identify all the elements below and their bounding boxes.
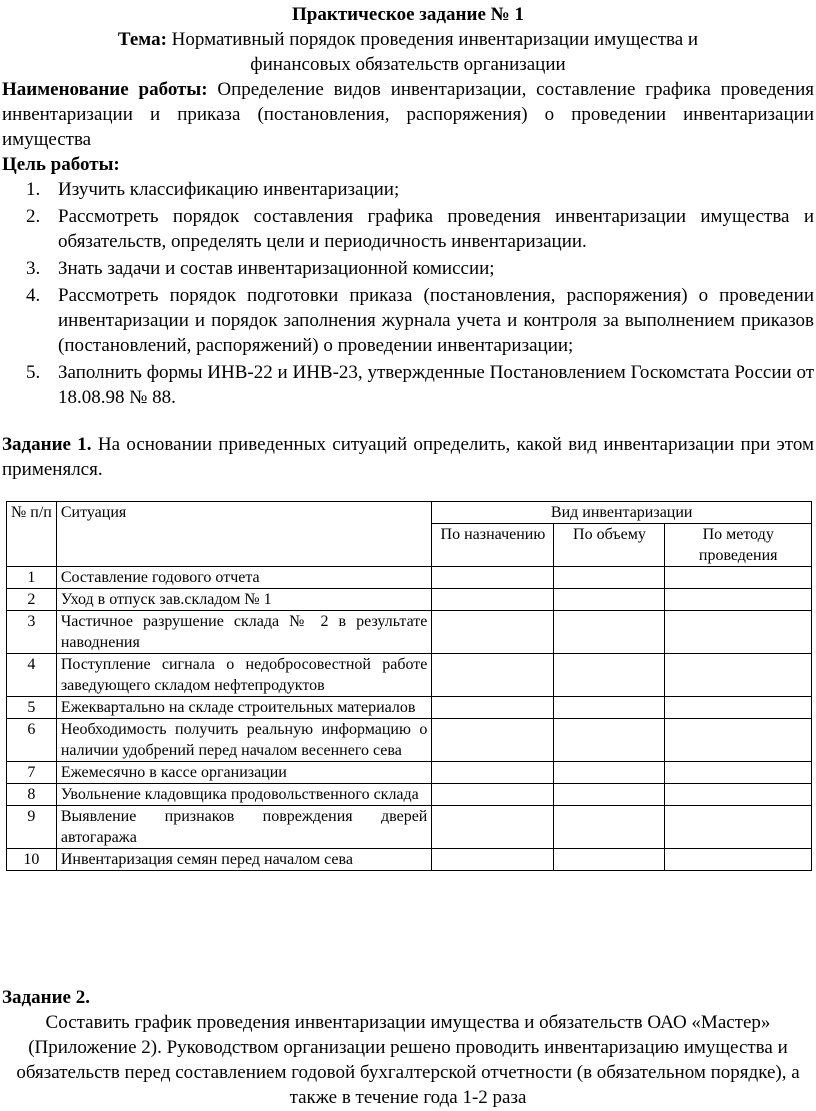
column-header-number: № п/п (7, 502, 57, 567)
cell-method[interactable] (665, 806, 812, 849)
cell-scope[interactable] (554, 589, 665, 611)
cell-method[interactable] (665, 784, 812, 806)
cell-method[interactable] (665, 589, 812, 611)
goal-item-text: Рассмотреть порядок составления графика проведения инвентаризации имущества и обязательств, определять цели и периодичность инвентаризации. (58, 206, 814, 252)
cell-scope[interactable] (554, 611, 665, 654)
goal-item-number: 1. (26, 179, 41, 200)
task-2-label: Задание 2. (2, 987, 90, 1008)
column-header-inventory-type: Вид инвентаризации (432, 502, 812, 524)
row-number: 5 (7, 697, 57, 719)
table-row (7, 589, 812, 611)
column-header-purpose: По назначению (432, 524, 554, 567)
row-situation: Составление годового отчета (56, 567, 432, 589)
table-row (7, 719, 812, 762)
cell-purpose[interactable] (432, 697, 554, 719)
row-number: 6 (7, 719, 57, 762)
cell-method[interactable] (665, 654, 812, 697)
column-header-scope: По объему (554, 524, 665, 567)
cell-purpose[interactable] (432, 654, 554, 697)
row-situation: Инвентаризация семян перед началом сева (56, 849, 432, 871)
cell-method[interactable] (665, 719, 812, 762)
cell-purpose[interactable] (432, 589, 554, 611)
cell-purpose[interactable] (432, 784, 554, 806)
theme-label: Тема: (117, 29, 167, 50)
task-1-label: Задание 1. (2, 434, 92, 455)
goal-item (0, 256, 816, 281)
task-1 (0, 432, 816, 482)
cell-purpose[interactable] (432, 849, 554, 871)
cell-scope[interactable] (554, 784, 665, 806)
cell-scope[interactable] (554, 762, 665, 784)
row-number: 8 (7, 784, 57, 806)
row-number: 4 (7, 654, 57, 697)
table-row (7, 784, 812, 806)
goal-list (0, 177, 816, 410)
row-situation: Ежемесячно в кассе организации (56, 762, 432, 784)
theme-line-2: финансовых обязательств организации (250, 54, 566, 75)
cell-method[interactable] (665, 611, 812, 654)
document-page (0, 0, 816, 482)
cell-scope[interactable] (554, 719, 665, 762)
cell-method[interactable] (665, 762, 812, 784)
cell-purpose[interactable] (432, 719, 554, 762)
cell-purpose[interactable] (432, 567, 554, 589)
cell-scope[interactable] (554, 567, 665, 589)
task-1-text: На основании приведенных ситуаций определить, какой вид инвентаризации при этом применялся. (2, 434, 815, 480)
row-number: 9 (7, 806, 57, 849)
row-number: 3 (7, 611, 57, 654)
goal-item-number: 2. (26, 206, 41, 227)
cell-purpose[interactable] (432, 762, 554, 784)
cell-scope[interactable] (554, 806, 665, 849)
table-row (7, 611, 812, 654)
row-situation: Ежеквартально на складе строительных материалов (56, 697, 432, 719)
goal-item (0, 204, 816, 254)
row-number: 2 (7, 589, 57, 611)
table-header-row (7, 502, 812, 524)
goal-item-number: 3. (26, 258, 41, 279)
page-title: Практическое задание № 1 (292, 4, 524, 25)
goal-item (0, 360, 816, 410)
work-name (0, 77, 816, 152)
column-header-situation: Ситуация (56, 502, 432, 567)
table-row (7, 697, 812, 719)
cell-method[interactable] (665, 849, 812, 871)
row-situation: Уход в отпуск зав.складом № 1 (56, 589, 432, 611)
goal-item (0, 177, 816, 202)
table-row (7, 567, 812, 589)
row-number: 7 (7, 762, 57, 784)
task-2 (0, 985, 816, 1110)
cell-purpose[interactable] (432, 806, 554, 849)
row-situation: Выявление признаков повреждения дверей автогаража (56, 806, 432, 849)
cell-method[interactable] (665, 567, 812, 589)
cell-method[interactable] (665, 697, 812, 719)
table-row (7, 762, 812, 784)
goal-item (0, 283, 816, 358)
situations-table (6, 501, 812, 871)
column-header-method: По методу проведения (665, 524, 812, 567)
theme (0, 27, 816, 52)
goal-item-text: Изучить классификацию инвентаризации; (58, 179, 400, 200)
row-number: 10 (7, 849, 57, 871)
work-name-label: Наименование работы: (2, 79, 208, 100)
goal-item-number: 4. (26, 285, 41, 306)
goal-item-text: Знать задачи и состав инвентаризационной комиссии; (58, 258, 495, 279)
cell-scope[interactable] (554, 697, 665, 719)
cell-purpose[interactable] (432, 611, 554, 654)
theme-line-1: Нормативный порядок проведения инвентаризации имущества и (171, 29, 699, 50)
table-row (7, 849, 812, 871)
goal-item-text: Заполнить формы ИНВ-22 и ИНВ-23, утвержденные Постановлением Госкомстата России от 18.08.98 № 88. (58, 362, 814, 408)
row-situation: Увольнение кладовщика продовольственного склада (56, 784, 432, 806)
goal-item-number: 5. (26, 362, 41, 383)
task-2-text: Составить график проведения инвентаризации имущества и обязательств ОАО «Мастер» (Приложение 2). Руководством организации решено проводить инвентаризацию имущества и обязательств перед составлением годовой бухгалтерской отчетности (в обязательном порядке), а также в течение года 1-2 раза (16, 1012, 800, 1108)
row-situation: Необходимость получить реальную информацию о наличии удобрений перед началом весеннего сева (56, 719, 432, 762)
goal-item-text: Рассмотреть порядок подготовки приказа (постановления, распоряжения) о проведении инвентаризации и порядок заполнения журнала учета и контроля за выполнением приказов (постановлений, распоряжений) о проведении инвентаризации; (58, 285, 814, 356)
table-row (7, 654, 812, 697)
cell-scope[interactable] (554, 849, 665, 871)
cell-scope[interactable] (554, 654, 665, 697)
goal-label: Цель работы: (2, 154, 120, 175)
row-situation: Частичное разрушение склада № 2 в результате наводнения (56, 611, 432, 654)
row-situation: Поступление сигнала о недобросовестной работе заведующего складом нефтепродуктов (56, 654, 432, 697)
table-row (7, 806, 812, 849)
row-number: 1 (7, 567, 57, 589)
work-name-text: Определение видов инвентаризации, составление графика проведения инвентаризации и приказа (постановления, распоряжения) о проведении инвентаризации имущества (2, 79, 815, 150)
